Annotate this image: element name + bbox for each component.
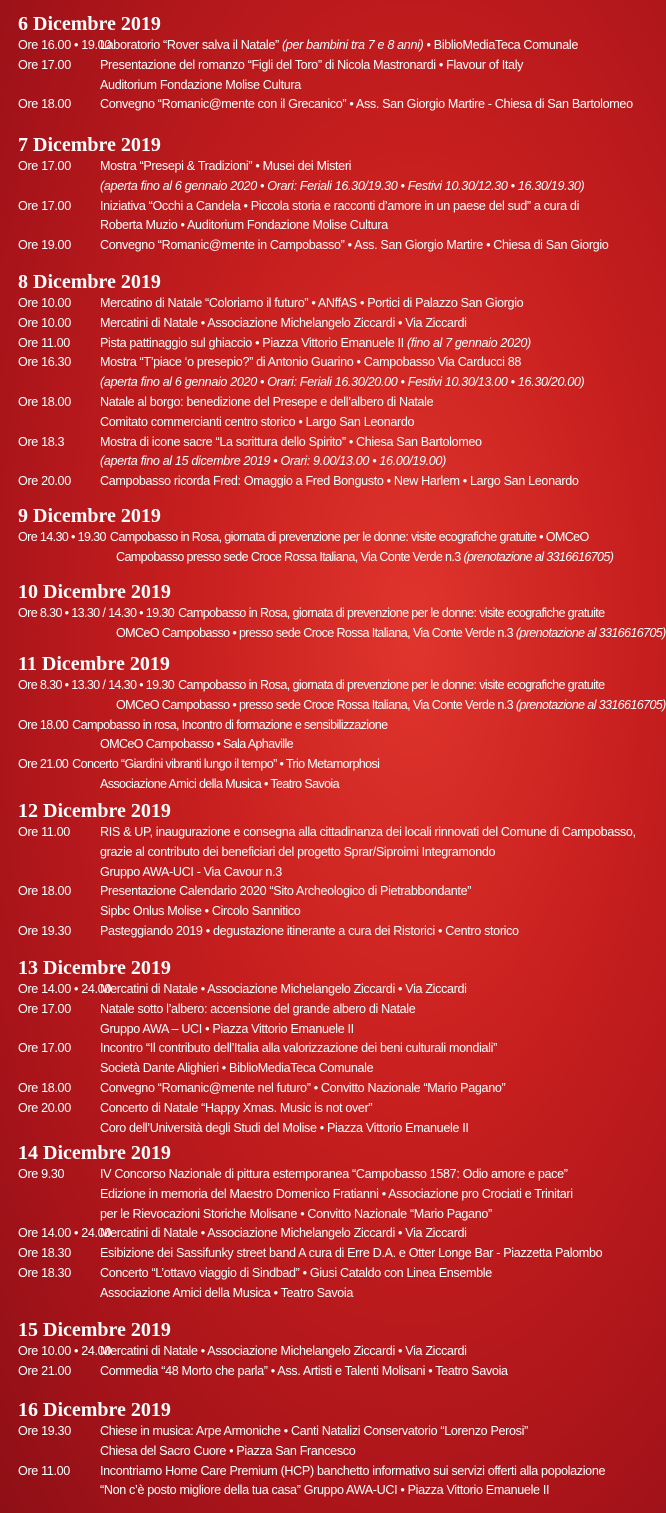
day-title: 6 Dicembre 2019 [18,13,161,35]
event-time: Ore 19.30 [18,1424,71,1438]
event-text: Laboratorio “Rover salva il Natale” [100,38,282,52]
event-text: Concerto “L’ottavo viaggio di Sindbad” • Giusi Cataldo con Linea Ensemble [100,1265,492,1280]
event-text: OMCeO Campobasso • Sala Aphaville [100,737,293,752]
event-description [100,1205,492,1225]
event-item [18,36,630,56]
event-description [100,882,471,902]
event-note: (per bambini tra 7 e 8 anni) [282,38,424,52]
event-item [18,1165,630,1224]
event-text: Mercatini di Natale • Associazione Michelangelo Ziccardi • Via Ziccardi [100,1344,467,1358]
event-description [178,678,604,692]
event-time: Ore 8.30 • 13.30 / 14.30 • 19.30 [18,606,175,620]
event-line [18,353,630,373]
event-description [100,843,495,863]
event-description [178,606,604,620]
event-text: Coro dell’Università degli Studi del Molise • Piazza Vittorio Emanuele II [100,1120,469,1135]
event-description [100,95,633,115]
event-item [18,528,630,568]
event-continuation-line [18,1119,630,1139]
event-text: per le Rievocazioni Storiche Molisane • Convitto Nazionale “Mario Pagano” [100,1206,492,1221]
event-continuation-line [18,735,630,755]
event-line [18,1244,630,1264]
day-section [18,958,630,1138]
event-item [18,1462,630,1502]
event-text: Concerto “Giardini vibranti lungo il tempo” • Trio Metamorphosi [72,757,380,772]
event-note: (aperta fino al 15 dicembre 2019 • Orari: 9.00/13.00 • 16.00/19.00) [100,454,446,469]
event-item [18,433,630,473]
event-description [110,530,589,544]
event-line [18,1342,630,1362]
event-text: Mercatini di Natale • Associazione Michelangelo Ziccardi • Via Ziccardi [100,982,467,996]
event-item [18,980,630,1000]
event-description [100,980,467,1000]
event-text: Natale sotto l’albero: accensione del grande albero di Natale [100,1001,416,1016]
event-text: “Non c’è posto migliore della tua casa” Gruppo AWA-UCI • Piazza Vittorio Emanuele II [100,1483,550,1498]
day-section [18,506,630,568]
event-time: Ore 17.00 [18,1041,71,1056]
event-time: Ore 14.00 • 24.00 [18,1226,111,1241]
event-continuation-line [18,216,630,236]
event-text: Mostra “T’piace ‘o presepio?” di Antonio Guarino • Campobasso Via Carducci 88 [100,355,522,370]
event-text: Campobasso in Rosa, giornata di prevenzione per le donne: visite ecografiche gratuite [178,678,605,692]
event-line [18,922,630,942]
event-line [18,1362,630,1382]
event-item [18,676,666,716]
event-line [18,755,630,775]
event-line [18,1079,630,1099]
event-text: Mercatino di Natale “Coloriamo il futuro” • ANffAS • Portici di Palazzo San Giorgio [100,296,524,310]
event-time: Ore 10.00 • 24.00 [18,1344,111,1358]
event-line [18,36,630,56]
event-text: Presentazione del romanzo “Figli del Toro” di Nicola Mastronardi • Flavour of Italy [100,57,524,72]
event-time: Ore 16.30 [18,355,71,370]
event-item [18,1079,630,1099]
event-line [18,157,630,177]
day-section [18,1400,630,1501]
event-time: Ore 19.00 [18,238,71,253]
event-time: Ore 20.00 [18,1100,71,1115]
event-time: Ore 14.30 • 19.30 [18,530,106,544]
event-time: Ore 19.30 [18,923,71,938]
event-line [18,882,630,902]
event-description [100,76,301,96]
event-description [100,36,578,56]
event-text: Presentazione Calendario 2020 “Sito Archeologico di Pietrabbondante” [100,884,472,899]
event-continuation-line [18,548,630,568]
event-item [18,1039,630,1079]
event-description [100,452,446,472]
event-time: Ore 16.00 • 19.00 [18,38,111,52]
event-time: Ore 20.00 [18,474,71,489]
event-item [18,56,630,96]
event-line [18,528,630,548]
day-title: 12 Dicembre 2019 [18,800,171,822]
event-description [100,1099,372,1119]
event-time: Ore 11.00 [18,825,70,839]
event-line [18,1099,630,1119]
event-description [100,1020,354,1040]
event-continuation-line [18,624,666,644]
event-description [100,1362,508,1382]
event-note: (aperta fino al 6 gennaio 2020 • Orari: Feriali 16.30/20.00 • Festivi 10.30/13.00 • 16.30/20.00) [100,375,585,390]
event-time: Ore 18.00 [18,394,71,409]
event-text: Campobasso presso sede Croce Rossa Italiana, Via Conte Verde n.3 [116,549,464,564]
event-description [100,1079,505,1099]
event-description [116,548,613,568]
event-continuation-line [18,413,630,433]
event-text: Gruppo AWA – UCI • Piazza Vittorio Emanuele II [100,1021,354,1036]
event-text: OMCeO Campobasso • presso sede Croce Rossa Italiana, Via Conte Verde n.3 [116,625,516,640]
event-text: Incontriamo Home Care Premium (HCP) banchetto informativo sui servizi offerti alla popolazione [100,1463,606,1478]
event-description [100,1039,497,1059]
event-time: Ore 18.30 [18,1246,71,1261]
event-time: Ore 18.3 [18,434,65,449]
event-continuation-line [18,1284,630,1304]
event-description [100,294,523,314]
event-line [18,314,630,334]
event-item [18,1224,630,1244]
event-text: Pasteggiando 2019 • degustazione itinerante a cura dei Ristorici • Centro storico [100,923,519,938]
event-time: Ore 10.00 [18,296,71,310]
event-continuation-line [18,1205,630,1225]
event-text: Pista pattinaggio sul ghiaccio • Piazza Vittorio Emanuele II [100,335,407,350]
event-text: OMCeO Campobasso • presso sede Croce Rossa Italiana, Via Conte Verde n.3 [116,697,516,712]
event-item [18,353,630,393]
event-text: Campobasso ricorda Fred: Omaggio a Fred Bongusto • New Harlem • Largo San Leonardo [100,474,579,489]
event-description [100,314,467,334]
event-text: Convegno “Romanic@mente nel futuro” • Convitto Nazionale “Mario Pagano” [100,1080,506,1095]
event-time: Ore 18.00 [18,884,71,899]
event-text: Comitato commercianti centro storico • Largo San Leonardo [100,414,415,429]
event-item [18,1000,630,1040]
event-continuation-line [18,775,630,795]
event-description [100,1481,549,1501]
event-line [18,433,630,453]
event-time: Ore 11.00 [18,1463,70,1478]
event-note: (aperta fino al 6 gennaio 2020 • Orari: Feriali 16.30/19.30 • Festivi 10.30/12.30 • 16.30/19.30) [100,178,585,193]
day-title: 8 Dicembre 2019 [18,271,161,293]
event-item [18,755,630,795]
event-text: Natale al borgo: benedizione del Presepe e dell’albero di Natale [100,394,434,409]
event-text: Mercatini di Natale • Associazione Michelangelo Ziccardi • Via Ziccardi [100,315,467,330]
event-description [100,775,339,795]
day-section [18,1320,630,1382]
event-line [18,56,630,76]
event-text: RIS & UP, inaugurazione e consegna alla cittadinanza dei locali rinnovati del Comune di Campobasso, [100,825,636,839]
event-line [18,334,630,354]
event-time: Ore 17.00 [18,159,71,173]
event-description [100,157,351,177]
event-description [100,1422,528,1442]
event-line [18,1224,630,1244]
event-item [18,1422,630,1462]
event-description [100,1244,602,1264]
event-description [100,413,414,433]
event-item [18,314,630,334]
event-line [18,676,630,696]
event-line [18,823,636,843]
event-note: (prenotazione al 3316616705) [515,697,666,712]
event-venue: • BiblioMediaTeca Comunale [423,38,578,52]
event-description [100,1165,568,1185]
event-item [18,1099,630,1139]
event-text: Esibizione dei Sassifunky street band A cura di Erre D.A. e Otter Longe Bar - Piazzetta Palombo [100,1246,603,1261]
event-description [100,823,636,843]
event-continuation-line [18,1481,630,1501]
event-text: Gruppo AWA-UCI - Via Cavour n.3 [100,864,282,879]
day-section [18,13,633,115]
day-title: 11 Dicembre 2019 [18,653,170,675]
event-item [18,197,630,237]
event-description [100,1059,373,1079]
event-line [18,294,630,314]
day-title: 13 Dicembre 2019 [18,957,171,979]
event-continuation-line [18,452,630,472]
event-continuation-line [18,1059,630,1079]
event-line [18,393,630,413]
event-continuation-line [18,177,630,197]
day-title: 14 Dicembre 2019 [18,1142,171,1164]
event-text: Auditorium Fondazione Molise Cultura [100,77,301,92]
event-time: Ore 21.00 [18,757,69,772]
event-line [18,1422,630,1442]
event-item [18,716,630,756]
event-text: Società Dante Alighieri • BiblioMediaTeca Comunale [100,1061,374,1076]
event-item [18,882,630,922]
event-description [100,1119,469,1139]
event-item [18,334,630,354]
event-text: Associazione Amici della Musica • Teatro Savoia [100,1285,354,1300]
event-time: Ore 17.00 [18,57,71,72]
event-continuation-line [18,863,630,883]
event-time: Ore 18.00 [18,717,69,732]
event-item [18,1362,630,1382]
day-section [18,272,630,492]
day-section [18,1143,630,1304]
event-description [100,1185,573,1205]
day-section [18,800,636,942]
event-item [18,1342,630,1362]
event-text: Associazione Amici della Musica • Teatro Savoia [100,776,339,791]
event-item [18,236,630,256]
event-description [100,1264,492,1284]
event-description [100,334,531,354]
event-item [18,823,636,882]
event-line [18,197,630,217]
event-time: Ore 18.00 [18,97,71,112]
event-description [100,353,521,373]
event-description [100,735,293,755]
event-description [100,216,388,236]
event-text: Chiesa del Sacro Cuore • Piazza San Francesco [100,1443,356,1458]
event-description [100,472,579,492]
event-description [100,56,523,76]
event-description [72,718,387,732]
day-section [18,135,630,256]
event-continuation-line [18,1442,630,1462]
event-line [18,980,630,1000]
event-item [18,1244,630,1264]
day-title: 7 Dicembre 2019 [18,134,161,156]
event-description [100,433,482,453]
day-title: 15 Dicembre 2019 [18,1319,171,1341]
event-continuation-line [18,373,630,393]
event-text: IV Concorso Nazionale di pittura estemporanea “Campobasso 1587: Odio amore e pace” [100,1167,568,1181]
event-line [18,95,633,115]
event-item [18,95,633,115]
event-text: Sipbc Onlus Molise • Circolo Sannitico [100,904,301,919]
event-text: grazie al contributo dei beneficiari del progetto Sprar/Siproimi Integramondo [100,844,496,859]
event-text: Commedia “48 Morto che parla” • Ass. Artisti e Talenti Molisani • Teatro Savoia [100,1363,508,1378]
day-section [18,653,666,795]
event-description [116,696,666,716]
event-description [100,902,300,922]
event-time: Ore 10.00 [18,315,71,330]
event-time: Ore 11.00 [18,335,70,350]
event-item [18,922,630,942]
event-continuation-line [18,696,666,716]
event-text: Chiese in musica: Arpe Armoniche • Canti Natalizi Conservatorio “Lorenzo Perosi” [100,1424,528,1438]
day-section [18,581,666,644]
event-item [18,393,630,433]
event-description [72,757,379,771]
event-description [100,236,608,256]
event-text: Roberta Muzio • Auditorium Fondazione Molise Cultura [100,218,388,233]
event-description [100,1000,415,1020]
event-line [18,236,630,256]
day-title: 9 Dicembre 2019 [18,505,161,527]
event-time: Ore 21.00 [18,1363,71,1378]
event-description [100,197,579,217]
event-time: Ore 17.00 [18,198,71,213]
event-text: Campobasso in Rosa, giornata di prevenzione per le donne: visite ecografiche gratuite • OMCeO [109,530,589,544]
event-description [100,1342,467,1362]
event-line [18,472,630,492]
event-line [18,1039,630,1059]
event-text: Convegno “Romanic@mente in Campobasso” • Ass. San Giorgio Martire • Chiesa di San Giorgio [100,238,609,253]
event-line [18,716,630,736]
event-time: Ore 14.00 • 24.00 [18,982,111,996]
event-text: Edizione in memoria del Maestro Domenico Fratianni • Associazione pro Crociati e Trinitari [100,1186,573,1201]
event-line [18,1264,630,1284]
event-description [100,1224,467,1244]
event-item [18,604,666,644]
event-line [18,1000,630,1020]
event-text: Mostra “Presepi & Tradizioni” • Musei dei Misteri [100,159,352,173]
event-text: Convegno “Romanic@mente con il Grecanico” • Ass. San Giorgio Martire - Chiesa di San Bartolomeo [100,97,633,112]
event-continuation-line [18,1185,630,1205]
event-text: Iniziativa “Occhi a Candela • Piccola storia e racconti d’amore in un paese del sud” a cura di [100,198,580,213]
event-text: Mostra di icone sacre “La scrittura dello Spirito” • Chiesa San Bartolomeo [100,434,482,449]
event-description [100,177,584,197]
event-continuation-line [18,902,630,922]
event-description [116,624,666,644]
event-time: Ore 17.00 [18,1001,71,1016]
event-description [100,863,282,883]
event-time: Ore 9.30 [18,1167,65,1181]
event-description [100,1284,353,1304]
event-continuation-line [18,843,630,863]
event-text: Campobasso in rosa, Incontro di formazione e sensibilizzazione [72,717,388,732]
event-text: Campobasso in Rosa, giornata di prevenzione per le donne: visite ecografiche gratuite [178,606,605,620]
event-description [100,922,519,942]
event-line [18,604,630,624]
event-text: Concerto di Natale “Happy Xmas. Music is not over” [100,1100,373,1115]
event-line [18,1462,630,1482]
event-item [18,294,630,314]
event-note: (fino al 7 gennaio 2020) [406,335,531,350]
event-item [18,472,630,492]
event-note: (prenotazione al 3316616705) [515,625,666,640]
event-description [100,373,584,393]
event-line [18,1165,630,1185]
event-item [18,157,630,197]
event-description [100,1442,355,1462]
event-time: Ore 18.30 [18,1265,71,1280]
event-text: Mercatini di Natale • Associazione Michelangelo Ziccardi • Via Ziccardi [100,1226,467,1241]
day-title: 16 Dicembre 2019 [18,1399,171,1421]
event-description [100,393,433,413]
event-note: (prenotazione al 3316616705) [463,549,614,564]
event-continuation-line [18,1020,630,1040]
event-time: Ore 18.00 [18,1080,71,1095]
event-text: Incontro “Il contributo dell’Italia alla valorizzazione dei beni culturali mondiali” [100,1041,497,1056]
event-item [18,1264,630,1304]
event-time: Ore 8.30 • 13.30 / 14.30 • 19.30 [18,678,175,692]
day-title: 10 Dicembre 2019 [18,581,171,603]
event-description [100,1462,605,1482]
event-continuation-line [18,76,630,96]
